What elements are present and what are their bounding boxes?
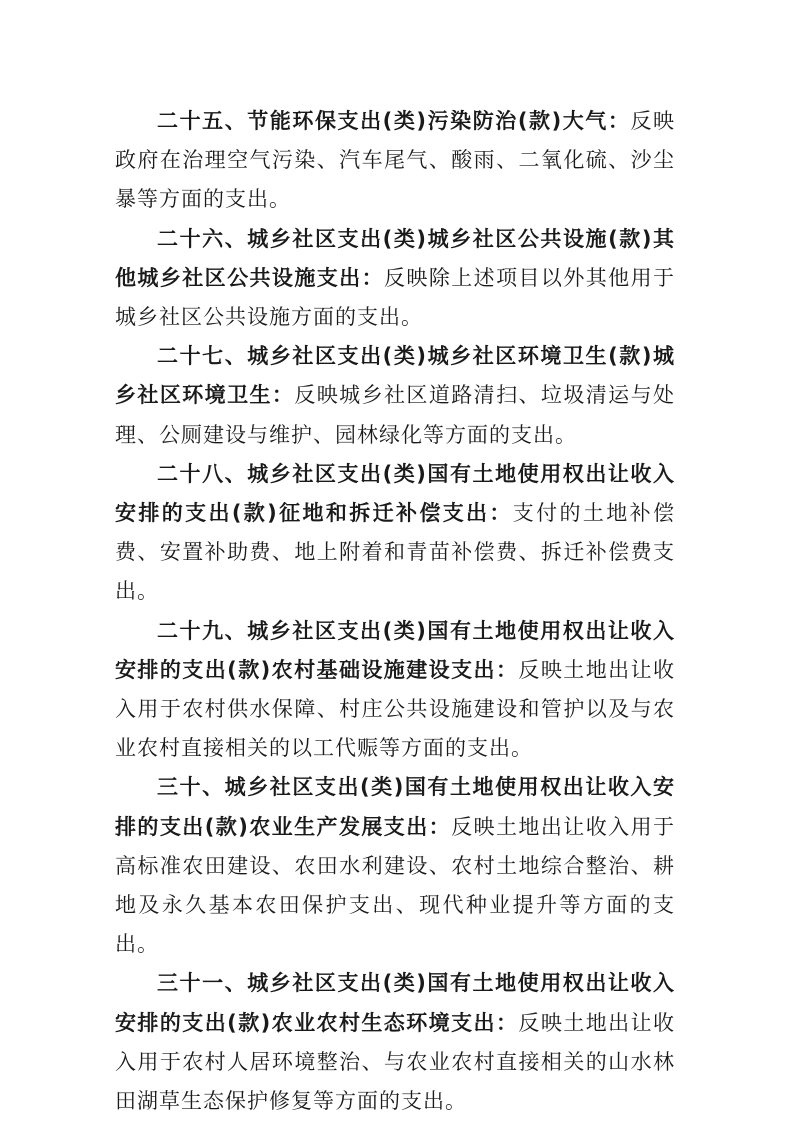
paragraph-25 [115, 102, 675, 220]
paragraph-31 [115, 964, 675, 1121]
paragraph-heading: 三十一、城乡社区支出(类)国有土地使用权出让收入安排的支出(款)农业农村生态环境支出： [115, 971, 675, 1035]
paragraph-text: 反映除上述项目以外其他用于城乡社区公共设施方面的支出。 [115, 265, 675, 330]
paragraph-heading: 二十七、城乡社区支出(类)城乡社区环境卫生(款)城乡社区环境卫生： [115, 344, 675, 408]
paragraph-heading: 二十八、城乡社区支出(类)国有土地使用权出让收入安排的支出(款)征地和拆迁补偿支出： [115, 461, 675, 526]
paragraph-text: 反映土地出让收入用于农村人居环境整治、与农业农村直接相关的山水林田湖草生态保护修复等方面的支出。 [115, 1010, 675, 1114]
paragraph-heading: 二十九、城乡社区支出(类)国有土地使用权出让收入安排的支出(款)农村基础设施建设支出： [115, 618, 675, 682]
paragraph-heading: 二十五、节能环保支出(类)污染防治(款)大气： [157, 109, 631, 133]
paragraph-26 [115, 220, 675, 338]
paragraph-27 [115, 337, 675, 455]
document-body [115, 102, 675, 1121]
paragraph-29 [115, 612, 675, 769]
paragraph-30 [115, 768, 675, 964]
paragraph-text: 反映城乡社区道路清扫、垃圾清运与处理、公厕建设与维护、园林绿化等方面的支出。 [115, 383, 676, 447]
paragraph-text: 反映政府在治理空气污染、汽车尾气、酸雨、二氧化硫、沙尘暴等方面的支出。 [115, 109, 676, 212]
paragraph-text: 反映土地出让收入用于高标准农田建设、农田水利建设、农村土地综合整治、耕地及永久基本农田保护支出、现代种业提升等方面的支出。 [115, 814, 675, 957]
paragraph-heading: 二十六、城乡社区支出(类)城乡社区公共设施(款)其他城乡社区公共设施支出： [115, 226, 675, 290]
paragraph-text: 反映土地出让收入用于农村供水保障、村庄公共设施建设和管护以及与农业农村直接相关的以工代赈等方面的支出。 [115, 657, 675, 761]
paragraph-text: 支付的土地补偿费、安置补助费、地上附着和青苗补偿费、拆迁补偿费支出。 [115, 501, 675, 604]
paragraph-heading: 三十、城乡社区支出(类)国有土地使用权出让收入安排的支出(款)农业生产发展支出： [115, 775, 675, 839]
paragraph-28 [115, 455, 675, 612]
